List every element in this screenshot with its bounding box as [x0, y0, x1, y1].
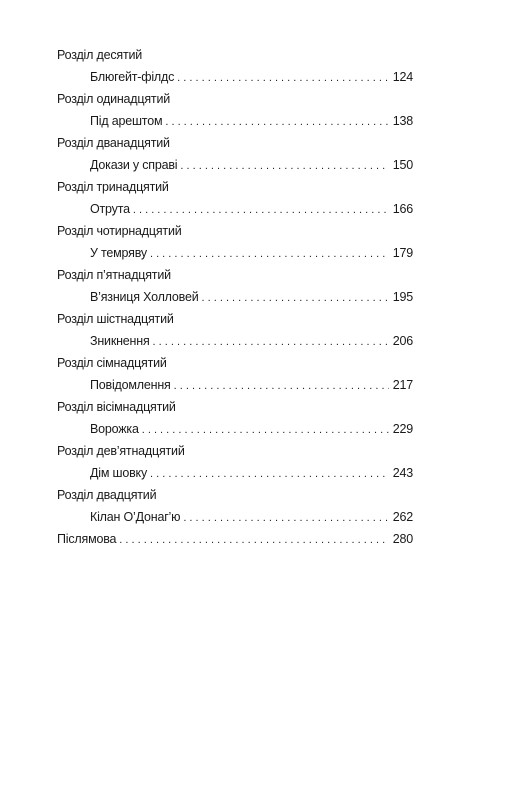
toc-chapter-20: [57, 487, 413, 531]
dot-leader: [119, 532, 388, 548]
toc-entry[interactable]: [57, 289, 413, 311]
page-number: 124: [392, 70, 413, 84]
chapter-heading: Розділ шістнадцятий: [57, 312, 174, 326]
chapter-title: Отрута: [90, 202, 130, 216]
toc-chapter-10: [57, 47, 413, 91]
page-number: 150: [392, 158, 413, 172]
chapter-heading: Розділ п’ятнадцятий: [57, 268, 171, 282]
chapter-heading: Розділ тринадцятий: [57, 180, 169, 194]
toc-entry[interactable]: [57, 333, 413, 355]
chapter-heading: Розділ вісімнадцятий: [57, 400, 176, 414]
toc-chapter-11: [57, 91, 413, 135]
toc-entry[interactable]: [57, 245, 413, 267]
toc-chapter-15: [57, 267, 413, 311]
dot-leader: [202, 290, 389, 306]
page-number: 166: [392, 202, 413, 216]
toc-chapter-18: [57, 399, 413, 443]
page-number: 217: [392, 378, 413, 392]
toc-entry[interactable]: [57, 421, 413, 443]
toc-entry[interactable]: [57, 201, 413, 223]
page-number: 229: [392, 422, 413, 436]
chapter-title: Зникнення: [90, 334, 150, 348]
toc-chapter-14: [57, 223, 413, 267]
toc-entry[interactable]: [57, 113, 413, 135]
chapter-title: У темряву: [90, 246, 147, 260]
toc-entry[interactable]: [57, 465, 413, 487]
dot-leader: [180, 158, 388, 174]
toc-entry[interactable]: [57, 69, 413, 91]
chapter-title: Повідомлення: [90, 378, 171, 392]
page-number: 206: [392, 334, 413, 348]
chapter-title: Блюгейт-філдс: [90, 70, 175, 84]
dot-leader: [150, 246, 389, 262]
dot-leader: [150, 466, 389, 482]
dot-leader: [177, 70, 389, 86]
dot-leader: [153, 334, 389, 350]
table-of-contents: [57, 47, 413, 553]
toc-chapter-19: [57, 443, 413, 487]
chapter-heading: Розділ сімнадцятий: [57, 356, 167, 370]
chapter-title: В’язниця Холловей: [90, 290, 199, 304]
dot-leader: [174, 378, 389, 394]
chapter-title: Під арештом: [90, 114, 163, 128]
toc-entry[interactable]: [57, 157, 413, 179]
toc-entry[interactable]: [57, 377, 413, 399]
chapter-title: Дім шовку: [90, 466, 147, 480]
chapter-heading: Розділ одинадцятий: [57, 92, 171, 106]
chapter-heading: Розділ чотирнадцятий: [57, 224, 182, 238]
page-number: 179: [392, 246, 413, 260]
toc-chapter-13: [57, 179, 413, 223]
chapter-title: Ворожка: [90, 422, 139, 436]
dot-leader: [183, 510, 388, 526]
afterword-title: Післямова: [57, 532, 117, 546]
toc-chapter-17: [57, 355, 413, 399]
page-number: 138: [392, 114, 413, 128]
dot-leader: [165, 114, 388, 130]
page-number: 195: [392, 290, 413, 304]
page-number: 243: [392, 466, 413, 480]
chapter-heading: Розділ дев’ятнадцятий: [57, 444, 185, 458]
chapter-heading: Розділ дванадцятий: [57, 136, 170, 150]
dot-leader: [142, 422, 389, 438]
chapter-title: Докази у справі: [90, 158, 178, 172]
toc-entry[interactable]: [57, 509, 413, 531]
toc-entry-afterword[interactable]: [57, 531, 413, 553]
dot-leader: [133, 202, 389, 218]
chapter-title: Кілан О’Донаг’ю: [90, 510, 181, 524]
toc-chapter-12: [57, 135, 413, 179]
chapter-heading: Розділ двадцятий: [57, 488, 157, 502]
chapter-heading: Розділ десятий: [57, 48, 143, 62]
page-number: 262: [392, 510, 413, 524]
page-number: 280: [392, 532, 413, 546]
toc-chapter-16: [57, 311, 413, 355]
